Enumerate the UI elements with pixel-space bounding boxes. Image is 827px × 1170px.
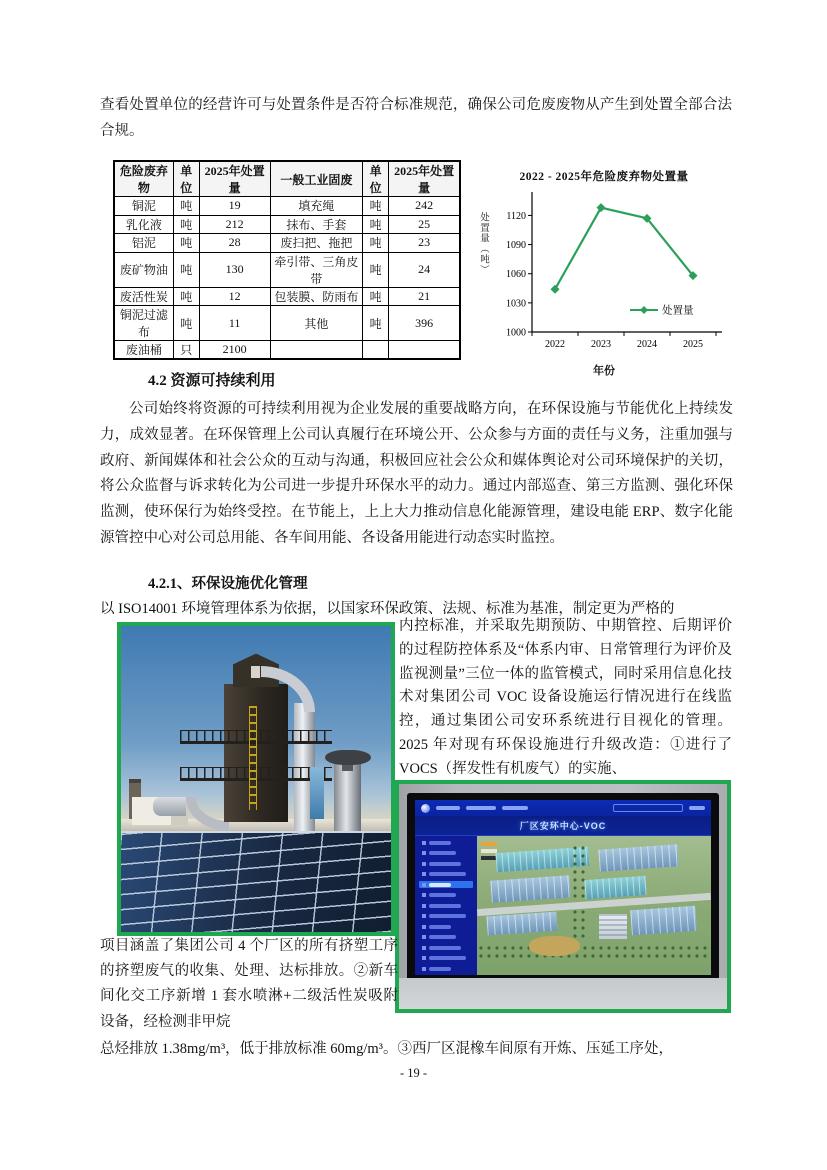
sidebar-item-label-bar bbox=[429, 862, 461, 866]
nav-item-bar bbox=[502, 806, 528, 810]
sidebar-item-label-bar bbox=[429, 904, 461, 908]
chart-title: 2022 - 2025年危险废弃物处置量 bbox=[519, 171, 689, 183]
section-4-2-1-right-column: 内控标准，并采取先期预防、中期管控、后期评价的过程防控体系及“体系内审、日常管理行为评价及监视测量”三位一体的监管模式，同时采用信息化技术对集团公司 VOC 设备设施运行情况进行在线监控，通过集团公司安环系统进行目视化的管理。2025 年对现有环保设施进行升级改造：①进行了 VOCS（挥发性有机废气）的实施、 bbox=[399, 618, 732, 777]
page-number: - 19 - bbox=[399, 1066, 428, 1080]
factory-roof bbox=[598, 844, 679, 872]
sidebar-item-label-bar bbox=[429, 935, 456, 939]
table-cell: 吨 bbox=[363, 252, 389, 287]
svg-text:1030: 1030 bbox=[506, 298, 526, 310]
table-cell: 130 bbox=[199, 252, 270, 287]
sidebar-item bbox=[419, 871, 473, 878]
table-row bbox=[114, 215, 460, 234]
table-cell: 只 bbox=[173, 341, 199, 360]
table-header-cell: 危险废弃物 bbox=[114, 161, 173, 197]
svg-text:2024: 2024 bbox=[637, 339, 657, 350]
chart-y-axis-label: 处置量（吨） bbox=[478, 212, 488, 275]
sidebar-item-label-bar bbox=[429, 956, 466, 960]
section-4-2-1-left-bottom: 项目涵盖了集团公司 4 个厂区的所有挤塑工序的挤塑废气的收集、处理、达标排放。②新车间化交工序新增 1 套水喷淋+二级活性炭吸附设备，经检测非甲烷 bbox=[100, 938, 398, 1030]
table-header-cell: 一般工业固废 bbox=[270, 161, 363, 197]
nav-item-bar bbox=[466, 806, 496, 810]
sidebar-item-label-bar bbox=[429, 872, 466, 876]
section-4-2-paragraph: 公司始终将资源的可持续利用视为企业发展的重要战略方向，在环保设施与节能优化上持续发力，成效显著。在环保管理上公司认真履行在环境公开、公众参与方面的责任与义务，注重加强与政府、新闻媒体和社会公众的互动与沟通，积极回应社会公众和媒体舆论对公司环境保护的关切，将公众监督与诉求转化为公司进一步提升环保水平的动力。通过内部巡查、第三方监测、强化环保监测，使环保行为始终受控。在节能上，上上大力推动信息化能源管理，建设电能 ERP、数字化能源管控中心对公司总用能、各车间用能、各设备用能进行动态实时监控。 bbox=[100, 401, 733, 546]
table-cell: 19 bbox=[199, 197, 270, 216]
table-cell: 吨 bbox=[173, 252, 199, 287]
table-row bbox=[114, 252, 460, 287]
tower-window bbox=[251, 666, 260, 678]
sidebar-item-icon bbox=[422, 904, 426, 908]
dashboard-title-bar bbox=[415, 816, 711, 836]
right-stack-cap bbox=[325, 750, 371, 765]
table-cell: 吨 bbox=[363, 197, 389, 216]
tv-frame bbox=[407, 793, 719, 982]
table-cell: 吨 bbox=[173, 306, 199, 341]
sidebar-item bbox=[419, 839, 473, 846]
section-4-2-heading: 4.2 资源可持续利用 bbox=[148, 373, 276, 389]
top-pipe-elbow bbox=[261, 666, 315, 712]
dashboard-search-box bbox=[613, 804, 683, 812]
sidebar-item-label-bar bbox=[429, 914, 466, 918]
table-cell: 24 bbox=[389, 252, 460, 287]
factory-roof bbox=[486, 911, 557, 935]
sidebar-item bbox=[419, 944, 473, 951]
table-cell bbox=[389, 341, 460, 360]
table-cell: 废矿物油 bbox=[114, 252, 173, 287]
sidebar-item-icon bbox=[422, 893, 426, 897]
table-cell: 铝泥 bbox=[114, 234, 173, 253]
intro-paragraph: 查看处置单位的经营许可与处置条件是否符合标准规范，确保公司危废废物从产生到处置全部合法合规。 bbox=[100, 97, 732, 139]
table-cell bbox=[270, 341, 363, 360]
table-header-cell: 2025年处置量 bbox=[389, 161, 460, 197]
tv-leg-left bbox=[488, 980, 501, 1009]
table-cell: 212 bbox=[199, 215, 270, 234]
sidebar-item bbox=[419, 913, 473, 920]
table-cell: 吨 bbox=[173, 215, 199, 234]
dashboard-sidebar bbox=[415, 836, 477, 975]
rooftop-scrubber-photo bbox=[117, 622, 395, 936]
table-cell: 25 bbox=[389, 215, 460, 234]
solar-panels bbox=[121, 831, 391, 932]
table-cell: 11 bbox=[199, 306, 270, 341]
table-cell: 2100 bbox=[199, 341, 270, 360]
dirt-patch bbox=[529, 936, 580, 955]
svg-text:2025: 2025 bbox=[683, 339, 703, 350]
chart-x-axis-label: 年份 bbox=[593, 365, 615, 377]
table-cell: 废扫把、拖把 bbox=[270, 234, 363, 253]
sidebar-item bbox=[419, 923, 473, 930]
factory-roof bbox=[631, 906, 698, 936]
table-cell: 28 bbox=[199, 234, 270, 253]
table-cell: 废活性炭 bbox=[114, 287, 173, 306]
sidebar-item-label-bar bbox=[429, 851, 456, 855]
hazardous-waste-chart bbox=[476, 166, 732, 378]
sidebar-item bbox=[419, 850, 473, 857]
right-stack bbox=[334, 764, 361, 837]
table-cell: 吨 bbox=[173, 234, 199, 253]
sidebar-item-icon bbox=[422, 841, 426, 845]
dashboard-top-nav bbox=[415, 800, 711, 816]
dashboard-screen bbox=[415, 800, 711, 975]
sidebar-item-label-bar bbox=[429, 893, 456, 897]
section-4-2-1-intro-line: 以 ISO14001 环境管理体系为依据，以国家环保政策、法规、标准为基准，制定更为严格的 bbox=[100, 601, 675, 617]
chart-plot-area bbox=[492, 188, 730, 360]
sidebar-item-icon bbox=[422, 946, 426, 950]
table-row bbox=[114, 306, 460, 341]
table-cell: 396 bbox=[389, 306, 460, 341]
dashboard-title: 厂区安环中心-VOC bbox=[519, 821, 607, 831]
sidebar-item-label-bar bbox=[429, 925, 451, 929]
map-legend-chip bbox=[481, 842, 497, 846]
sidebar-item-label-bar bbox=[429, 967, 451, 971]
sidebar-item bbox=[419, 934, 473, 941]
svg-text:2022: 2022 bbox=[545, 339, 565, 350]
office-building bbox=[599, 914, 627, 939]
table-row bbox=[114, 287, 460, 306]
sidebar-item bbox=[419, 892, 473, 899]
table-cell: 吨 bbox=[363, 215, 389, 234]
sidebar-item bbox=[419, 902, 473, 909]
table-cell: 填充绳 bbox=[270, 197, 363, 216]
table-cell: 242 bbox=[389, 197, 460, 216]
dashboard-logo-icon bbox=[421, 804, 430, 813]
svg-text:处置量: 处置量 bbox=[662, 305, 694, 317]
sidebar-item-icon bbox=[422, 925, 426, 929]
table-header-cell: 单位 bbox=[363, 161, 389, 197]
table-cell: 吨 bbox=[363, 287, 389, 306]
sidebar-item-label-bar bbox=[429, 841, 451, 845]
sidebar-item-label-bar bbox=[429, 883, 451, 887]
sidebar-item bbox=[419, 965, 473, 972]
voc-dashboard-monitor-photo bbox=[395, 780, 731, 1013]
svg-text:2023: 2023 bbox=[591, 339, 611, 350]
nav-item-bar bbox=[436, 806, 460, 810]
table-header-cell: 2025年处置量 bbox=[199, 161, 270, 197]
sidebar-item-label-bar bbox=[429, 946, 461, 950]
sidebar-item-icon bbox=[422, 967, 426, 971]
factory-roof bbox=[584, 876, 646, 900]
sidebar-item-icon bbox=[422, 851, 426, 855]
table-cell: 铜泥 bbox=[114, 197, 173, 216]
table-cell: 废油桶 bbox=[114, 341, 173, 360]
svg-text:1000: 1000 bbox=[506, 327, 526, 339]
table-row bbox=[114, 197, 460, 216]
tree-row bbox=[571, 844, 585, 941]
table-header-cell: 单位 bbox=[173, 161, 199, 197]
tv-leg-right bbox=[625, 980, 638, 1009]
nav-item-bar bbox=[689, 806, 705, 810]
table-cell: 抹布、手套 bbox=[270, 215, 363, 234]
small-duct bbox=[153, 797, 185, 815]
svg-text:1120: 1120 bbox=[506, 210, 526, 222]
section-4-2-1-last-line: 总烃排放 1.38mg/m³，低于排放标准 60mg/m³。③西厂区混橡车间原有开炼、压延工序处， bbox=[100, 1041, 673, 1057]
sidebar-item-icon bbox=[422, 914, 426, 918]
table-row bbox=[114, 234, 460, 253]
sidebar-item-icon bbox=[422, 872, 426, 876]
table-cell: 乳化液 bbox=[114, 215, 173, 234]
table-cell: 23 bbox=[389, 234, 460, 253]
table-cell: 其他 bbox=[270, 306, 363, 341]
table-cell: 铜泥过滤布 bbox=[114, 306, 173, 341]
blue-panel bbox=[310, 767, 324, 819]
sidebar-item bbox=[419, 955, 473, 962]
svg-text:1090: 1090 bbox=[506, 240, 526, 252]
waste-table-head bbox=[114, 161, 460, 197]
sidebar-item-icon bbox=[422, 956, 426, 960]
dashboard-aerial-map bbox=[477, 836, 711, 975]
table-cell: 牵引带、三角皮带 bbox=[270, 252, 363, 287]
waste-table-body bbox=[114, 197, 460, 360]
sidebar-item bbox=[419, 860, 473, 867]
table-cell: 吨 bbox=[173, 197, 199, 216]
waste-table bbox=[113, 160, 461, 360]
sidebar-item-icon bbox=[422, 883, 426, 887]
sidebar-item-active bbox=[419, 881, 473, 888]
wall-background bbox=[399, 784, 727, 1009]
yellow-ladder bbox=[249, 706, 257, 810]
sidebar-item-icon bbox=[422, 935, 426, 939]
sidebar-item-icon bbox=[422, 862, 426, 866]
tree-row bbox=[477, 944, 711, 958]
table-cell: 12 bbox=[199, 287, 270, 306]
table-cell: 包装膜、防雨布 bbox=[270, 287, 363, 306]
factory-roof bbox=[491, 875, 572, 903]
svg-text:1060: 1060 bbox=[506, 269, 526, 281]
table-row bbox=[114, 341, 460, 360]
table-cell: 21 bbox=[389, 287, 460, 306]
table-cell: 吨 bbox=[363, 234, 389, 253]
table-cell: 吨 bbox=[173, 287, 199, 306]
section-4-2-1-heading: 4.2.1、环保设施优化管理 bbox=[148, 576, 308, 592]
rooftop-photo-art bbox=[121, 626, 391, 932]
table-cell: 吨 bbox=[363, 306, 389, 341]
table-cell bbox=[363, 341, 389, 360]
